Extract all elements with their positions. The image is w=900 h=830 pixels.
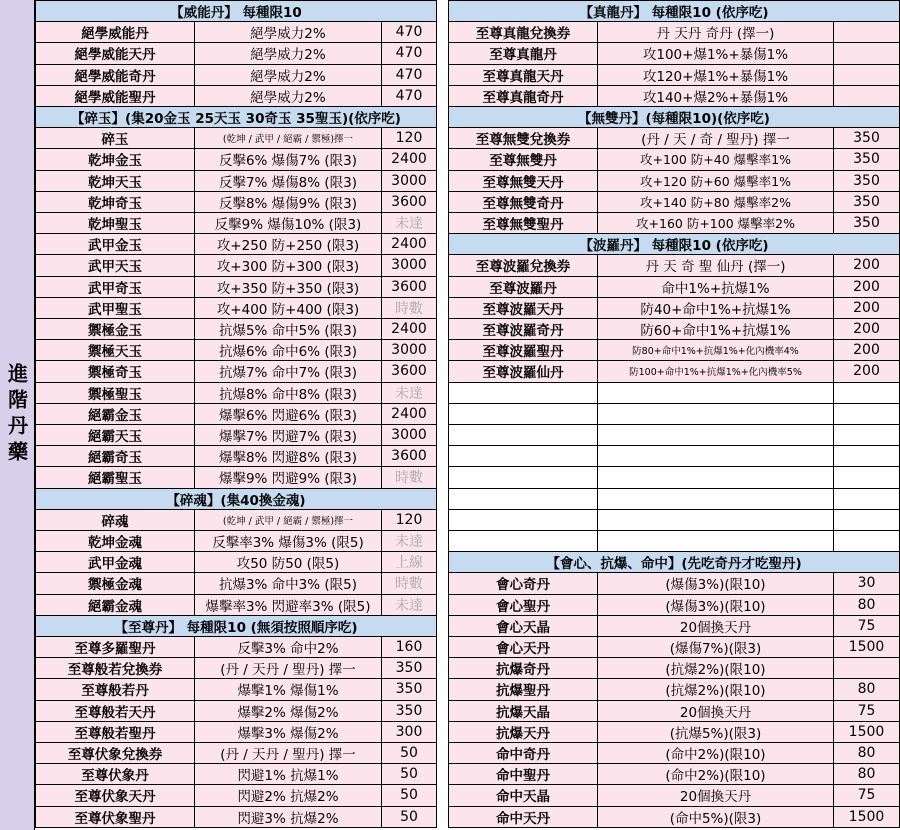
- item-row: [35, 467, 437, 488]
- item-row: [448, 128, 900, 149]
- item-price: 200: [834, 361, 900, 381]
- item-row: [448, 65, 900, 86]
- item-price: 75: [834, 616, 900, 636]
- blank-cell: [448, 383, 598, 403]
- item-name: 會心天晶: [448, 616, 598, 636]
- item-effect: 防100+命中1%+抗爆1%+化內機率5%: [598, 361, 834, 381]
- blank-cell: [598, 531, 834, 551]
- section-header: 【碎玉】(集20金玉 25天玉 30奇玉 35聖玉)(依序吃): [35, 107, 437, 127]
- item-effect: 攻50 防50 (限5): [195, 552, 382, 572]
- item-price: [834, 22, 900, 42]
- section-header-row: [448, 1, 900, 22]
- item-name: 絕霸金玉: [35, 404, 195, 424]
- item-row: [35, 425, 437, 446]
- item-price: 時數: [382, 573, 437, 593]
- item-effect: 防60+命中1%+抗爆1%: [598, 319, 834, 339]
- item-effect: 丹 天丹 奇丹 (擇一): [598, 22, 834, 42]
- item-price: 3600: [382, 277, 437, 297]
- item-price: 1500: [834, 722, 900, 742]
- item-row: [35, 213, 437, 234]
- section-header-row: [35, 489, 437, 510]
- item-row: [35, 128, 437, 149]
- item-price: [834, 86, 900, 106]
- blank-row: [448, 531, 900, 552]
- blank-cell: [834, 404, 900, 424]
- section-header: 【至尊丹】 每種限10 (無須按照順序吃): [35, 616, 437, 636]
- item-effect: 攻+350 防+350 (限3): [195, 277, 382, 297]
- section-header: 【威能丹】 每種限10: [35, 1, 437, 21]
- item-effect: 丹 天 奇 聖 仙丹 (擇一): [598, 255, 834, 275]
- item-name: 禦極天玉: [35, 340, 195, 360]
- item-effect: (抗爆2%)(限10): [598, 658, 834, 678]
- item-price: 350: [382, 679, 437, 699]
- item-name: 至尊波羅聖丹: [448, 340, 598, 360]
- item-name: 至尊多羅聖丹: [35, 637, 195, 657]
- item-price: 470: [382, 22, 437, 42]
- item-price: 3000: [382, 255, 437, 275]
- item-name: 會心聖丹: [448, 595, 598, 615]
- item-effect: 20個換天丹: [598, 785, 834, 805]
- item-row: [35, 637, 437, 658]
- item-name: 至尊真龍天丹: [448, 65, 598, 85]
- item-effect: 爆擊率3% 閃避率3% (限5): [195, 595, 382, 615]
- item-row: [35, 404, 437, 425]
- item-row: [448, 361, 900, 382]
- item-price: 350: [834, 192, 900, 212]
- blank-cell: [598, 404, 834, 424]
- item-effect: 防80+命中1%+抗爆1%+化內機率4%: [598, 340, 834, 360]
- item-price: 50: [382, 807, 437, 827]
- item-effect: 攻+140 防+80 爆擊率2%: [598, 192, 834, 212]
- item-name: 命中天晶: [448, 785, 598, 805]
- item-name: 命中奇丹: [448, 743, 598, 763]
- item-price: 200: [834, 277, 900, 297]
- item-name: 乾坤金玉: [35, 149, 195, 169]
- item-row: [35, 340, 437, 361]
- item-price: 2400: [382, 234, 437, 254]
- item-effect: 攻+300 防+300 (限3): [195, 255, 382, 275]
- item-effect: 攻120+爆1%+暴傷1%: [598, 65, 834, 85]
- item-name: 命中天丹: [448, 807, 598, 827]
- section-header-row: [35, 1, 437, 22]
- item-effect: (命中2%)(限10): [598, 764, 834, 784]
- blank-cell: [834, 510, 900, 530]
- item-effect: 20個換天丹: [598, 701, 834, 721]
- blank-cell: [448, 467, 598, 487]
- item-price: 350: [834, 213, 900, 233]
- item-row: [35, 510, 437, 531]
- blank-row: [448, 510, 900, 531]
- item-row: [35, 679, 437, 700]
- item-name: 乾坤金魂: [35, 531, 195, 551]
- item-name: 乾坤奇玉: [35, 192, 195, 212]
- item-effect: (乾坤 / 武甲 / 絕霸 / 禦極)擇一: [195, 510, 382, 530]
- item-name: 至尊般若兌換券: [35, 658, 195, 678]
- item-price: 3600: [382, 192, 437, 212]
- item-row: [35, 595, 437, 616]
- item-price: 50: [382, 785, 437, 805]
- blank-cell: [834, 531, 900, 551]
- blank-cell: [448, 425, 598, 445]
- blank-cell: [598, 510, 834, 530]
- item-name: 至尊般若聖丹: [35, 722, 195, 742]
- item-row: [35, 255, 437, 276]
- item-name: 至尊真龍兌換券: [448, 22, 598, 42]
- item-name: 至尊波羅兌換券: [448, 255, 598, 275]
- item-row: [448, 764, 900, 785]
- item-price: 2400: [382, 319, 437, 339]
- item-row: [35, 149, 437, 170]
- item-effect: 攻+100 防+40 爆擊率1%: [598, 149, 834, 169]
- item-name: 絕霸金魂: [35, 595, 195, 615]
- item-row: [448, 213, 900, 234]
- item-row: [448, 171, 900, 192]
- item-effect: (爆傷3%)(限10): [598, 595, 834, 615]
- item-price: 200: [834, 255, 900, 275]
- item-row: [448, 22, 900, 43]
- item-price: 1500: [834, 807, 900, 827]
- item-price: 200: [834, 340, 900, 360]
- blank-cell: [834, 425, 900, 445]
- item-row: [35, 531, 437, 552]
- item-row: [35, 658, 437, 679]
- item-effect: 攻100+爆1%+暴傷1%: [598, 43, 834, 63]
- item-row: [35, 319, 437, 340]
- item-price: [834, 65, 900, 85]
- item-name: 武甲聖玉: [35, 298, 195, 318]
- item-name: 禦極金魂: [35, 573, 195, 593]
- item-row: [35, 65, 437, 86]
- item-price: 350: [834, 128, 900, 148]
- item-effect: 爆擊8% 閃避8% (限3): [195, 446, 382, 466]
- item-row: [35, 743, 437, 764]
- item-effect: 閃避3% 抗爆2%: [195, 807, 382, 827]
- item-price: 3000: [382, 340, 437, 360]
- item-name: 禦極奇玉: [35, 361, 195, 381]
- item-name: 禦極金玉: [35, 319, 195, 339]
- blank-cell: [834, 383, 900, 403]
- item-effect: 反擊3% 命中2%: [195, 637, 382, 657]
- item-row: [35, 361, 437, 382]
- item-name: 禦極聖玉: [35, 383, 195, 403]
- item-name: 至尊波羅仙丹: [448, 361, 598, 381]
- item-effect: 抗爆7% 命中7% (限3): [195, 361, 382, 381]
- item-name: 武甲金玉: [35, 234, 195, 254]
- item-row: [35, 171, 437, 192]
- blank-cell: [834, 467, 900, 487]
- item-row: [35, 43, 437, 64]
- blank-cell: [834, 489, 900, 509]
- item-effect: 爆擊1% 爆傷1%: [195, 679, 382, 699]
- blank-cell: [598, 425, 834, 445]
- item-price: [834, 658, 900, 678]
- item-effect: (乾坤 / 武甲 / 絕霸 / 禦極)擇一: [195, 128, 382, 148]
- item-effect: 爆擊3% 爆傷2%: [195, 722, 382, 742]
- item-effect: 抗爆8% 命中8% (限3): [195, 383, 382, 403]
- item-name: 命中聖丹: [448, 764, 598, 784]
- blank-cell: [448, 446, 598, 466]
- item-price: 120: [382, 510, 437, 530]
- item-effect: 攻+120 防+60 爆擊率1%: [598, 171, 834, 191]
- blank-cell: [448, 489, 598, 509]
- section-header-row: [35, 107, 437, 128]
- blank-row: [448, 404, 900, 425]
- item-name: 至尊真龍丹: [448, 43, 598, 63]
- side-label: 進階丹藥: [4, 363, 29, 467]
- item-row: [448, 785, 900, 806]
- item-name: 絕學威能奇丹: [35, 65, 195, 85]
- item-name: 至尊無雙天丹: [448, 171, 598, 191]
- item-effect: 抗爆3% 命中3% (限5): [195, 573, 382, 593]
- item-row: [448, 701, 900, 722]
- item-effect: (丹 / 天丹 / 聖丹) 擇一: [195, 743, 382, 763]
- blank-row: [448, 383, 900, 404]
- item-price: 1500: [834, 637, 900, 657]
- blank-cell: [834, 446, 900, 466]
- item-effect: 絕學威力2%: [195, 43, 382, 63]
- item-name: 至尊無雙聖丹: [448, 213, 598, 233]
- item-price: 50: [382, 743, 437, 763]
- item-name: 絕學威能聖丹: [35, 86, 195, 106]
- item-name: 至尊般若丹: [35, 679, 195, 699]
- item-effect: (命中2%)(限10): [598, 743, 834, 763]
- item-price: 2400: [382, 149, 437, 169]
- blank-cell: [598, 446, 834, 466]
- item-effect: 反擊7% 爆傷8% (限3): [195, 171, 382, 191]
- item-row: [35, 573, 437, 594]
- item-price: 80: [834, 679, 900, 699]
- item-row: [35, 701, 437, 722]
- item-row: [448, 319, 900, 340]
- item-name: 至尊無雙兌換券: [448, 128, 598, 148]
- section-header-row: [35, 616, 437, 637]
- item-name: 乾坤天玉: [35, 171, 195, 191]
- item-price: 未達: [382, 595, 437, 615]
- item-row: [448, 298, 900, 319]
- item-name: 至尊真龍奇丹: [448, 86, 598, 106]
- item-price: 470: [382, 86, 437, 106]
- item-name: 武甲天玉: [35, 255, 195, 275]
- item-price: 50: [382, 764, 437, 784]
- item-row: [448, 807, 900, 828]
- item-name: 碎魂: [35, 510, 195, 530]
- item-price: 上線: [382, 552, 437, 572]
- item-row: [448, 637, 900, 658]
- blank-cell: [448, 404, 598, 424]
- item-price: 120: [382, 128, 437, 148]
- item-effect: 命中1%+抗爆1%: [598, 277, 834, 297]
- item-name: 抗爆天晶: [448, 701, 598, 721]
- item-effect: 反擊6% 爆傷7% (限3): [195, 149, 382, 169]
- item-name: 絕霸奇玉: [35, 446, 195, 466]
- item-effect: 攻+250 防+250 (限3): [195, 234, 382, 254]
- item-row: [448, 255, 900, 276]
- item-price: 時數: [382, 467, 437, 487]
- item-effect: (丹 / 天 / 奇 / 聖丹) 擇一: [598, 128, 834, 148]
- item-row: [35, 383, 437, 404]
- item-effect: 反擊8% 爆傷9% (限3): [195, 192, 382, 212]
- blank-cell: [598, 383, 834, 403]
- item-name: 至尊般若天丹: [35, 701, 195, 721]
- item-effect: 抗爆5% 命中5% (限3): [195, 319, 382, 339]
- item-row: [448, 616, 900, 637]
- item-effect: 反擊率3% 爆傷3% (限5): [195, 531, 382, 551]
- item-row: [448, 679, 900, 700]
- item-price: 350: [382, 701, 437, 721]
- item-price: 3000: [382, 171, 437, 191]
- item-name: 會心奇丹: [448, 573, 598, 593]
- item-row: [448, 149, 900, 170]
- item-effect: 攻140+爆2%+暴傷1%: [598, 86, 834, 106]
- item-row: [448, 192, 900, 213]
- item-price: 300: [382, 722, 437, 742]
- item-effect: (爆傷3%)(限10): [598, 573, 834, 593]
- item-effect: 閃避1% 抗爆1%: [195, 764, 382, 784]
- item-effect: 絕學威力2%: [195, 65, 382, 85]
- item-name: 至尊伏象丹: [35, 764, 195, 784]
- item-row: [448, 277, 900, 298]
- item-name: 至尊波羅奇丹: [448, 319, 598, 339]
- item-name: 乾坤聖玉: [35, 213, 195, 233]
- item-row: [35, 86, 437, 107]
- item-price: 350: [834, 149, 900, 169]
- item-price: 未達: [382, 213, 437, 233]
- blank-cell: [448, 531, 598, 551]
- item-row: [448, 86, 900, 107]
- item-effect: 閃避2% 抗爆2%: [195, 785, 382, 805]
- item-effect: (抗爆5%)(限3): [598, 722, 834, 742]
- section-header: 【真龍丹】 每種限10 (依序吃): [448, 1, 900, 21]
- item-row: [35, 764, 437, 785]
- item-price: 未達: [382, 531, 437, 551]
- item-price: 80: [834, 743, 900, 763]
- item-price: 3600: [382, 361, 437, 381]
- item-price: 160: [382, 637, 437, 657]
- item-row: [35, 807, 437, 828]
- item-effect: (爆傷7%)(限3): [598, 637, 834, 657]
- item-effect: 絕學威力2%: [195, 86, 382, 106]
- item-effect: 反擊9% 爆傷10% (限3): [195, 213, 382, 233]
- item-effect: 攻+160 防+100 爆擊率2%: [598, 213, 834, 233]
- item-price: [834, 43, 900, 63]
- item-row: [35, 446, 437, 467]
- item-row: [448, 743, 900, 764]
- blank-cell: [598, 489, 834, 509]
- item-effect: 爆擊6% 閃避6% (限3): [195, 404, 382, 424]
- item-effect: (抗爆2%)(限10): [598, 679, 834, 699]
- item-name: 至尊無雙奇丹: [448, 192, 598, 212]
- item-effect: 防40+命中1%+抗爆1%: [598, 298, 834, 318]
- item-price: 80: [834, 595, 900, 615]
- item-row: [448, 573, 900, 594]
- item-price: 3000: [382, 425, 437, 445]
- item-row: [35, 552, 437, 573]
- blank-row: [448, 467, 900, 488]
- item-name: 至尊伏象兌換券: [35, 743, 195, 763]
- item-effect: 爆擊7% 閃避7% (限3): [195, 425, 382, 445]
- item-effect: 絕學威力2%: [195, 22, 382, 42]
- section-header: 【會心、抗爆、命中】(先吃奇丹才吃聖丹): [448, 552, 900, 572]
- item-name: 絕霸天玉: [35, 425, 195, 445]
- item-row: [35, 234, 437, 255]
- item-price: 未達: [382, 383, 437, 403]
- item-price: 350: [834, 171, 900, 191]
- item-name: 至尊波羅天丹: [448, 298, 598, 318]
- item-price: 200: [834, 319, 900, 339]
- item-effect: 攻+400 防+400 (限3): [195, 298, 382, 318]
- item-price: 470: [382, 65, 437, 85]
- section-header: 【碎魂】(集40換金魂): [35, 489, 437, 509]
- item-name: 至尊無雙丹: [448, 149, 598, 169]
- section-header-row: [448, 234, 900, 255]
- item-price: 470: [382, 43, 437, 63]
- blank-row: [448, 446, 900, 467]
- section-header: 【無雙丹】(每種限10)(依序吃): [448, 107, 900, 127]
- item-name: 武甲金魂: [35, 552, 195, 572]
- item-row: [35, 722, 437, 743]
- item-price: 75: [834, 701, 900, 721]
- item-name: 抗爆奇丹: [448, 658, 598, 678]
- item-price: 30: [834, 573, 900, 593]
- item-row: [448, 658, 900, 679]
- item-name: 碎玉: [35, 128, 195, 148]
- item-effect: (丹 / 天丹 / 聖丹) 擇一: [195, 658, 382, 678]
- item-row: [448, 595, 900, 616]
- side-label-panel: [0, 0, 35, 830]
- item-price: 3600: [382, 446, 437, 466]
- item-row: [35, 277, 437, 298]
- section-header: 【波羅丹】 每種限10 (依序吃): [448, 234, 900, 254]
- item-price: 200: [834, 298, 900, 318]
- item-row: [35, 298, 437, 319]
- blank-cell: [598, 467, 834, 487]
- item-row: [35, 192, 437, 213]
- item-row: [448, 722, 900, 743]
- item-price: 時數: [382, 298, 437, 318]
- item-name: 至尊伏象天丹: [35, 785, 195, 805]
- blank-row: [448, 489, 900, 510]
- item-name: 抗爆聖丹: [448, 679, 598, 699]
- item-effect: (命中5%)(限3): [598, 807, 834, 827]
- item-name: 絕學威能丹: [35, 22, 195, 42]
- item-name: 會心天丹: [448, 637, 598, 657]
- item-name: 至尊波羅丹: [448, 277, 598, 297]
- item-name: 絕學威能天丹: [35, 43, 195, 63]
- item-price: 350: [382, 658, 437, 678]
- item-price: 80: [834, 764, 900, 784]
- item-effect: 爆擊9% 閃避9% (限3): [195, 467, 382, 487]
- item-effect: 20個換天丹: [598, 616, 834, 636]
- item-effect: 抗爆6% 命中6% (限3): [195, 340, 382, 360]
- item-row: [448, 340, 900, 361]
- item-name: 至尊伏象聖丹: [35, 807, 195, 827]
- item-row: [35, 785, 437, 806]
- item-effect: 爆擊2% 爆傷2%: [195, 701, 382, 721]
- item-row: [35, 22, 437, 43]
- item-price: 75: [834, 785, 900, 805]
- item-name: 絕霸聖玉: [35, 467, 195, 487]
- blank-cell: [448, 510, 598, 530]
- blank-row: [448, 425, 900, 446]
- section-header-row: [448, 552, 900, 573]
- section-header-row: [448, 107, 900, 128]
- item-price: 2400: [382, 404, 437, 424]
- item-name: 抗爆天丹: [448, 722, 598, 742]
- item-name: 武甲奇玉: [35, 277, 195, 297]
- item-row: [448, 43, 900, 64]
